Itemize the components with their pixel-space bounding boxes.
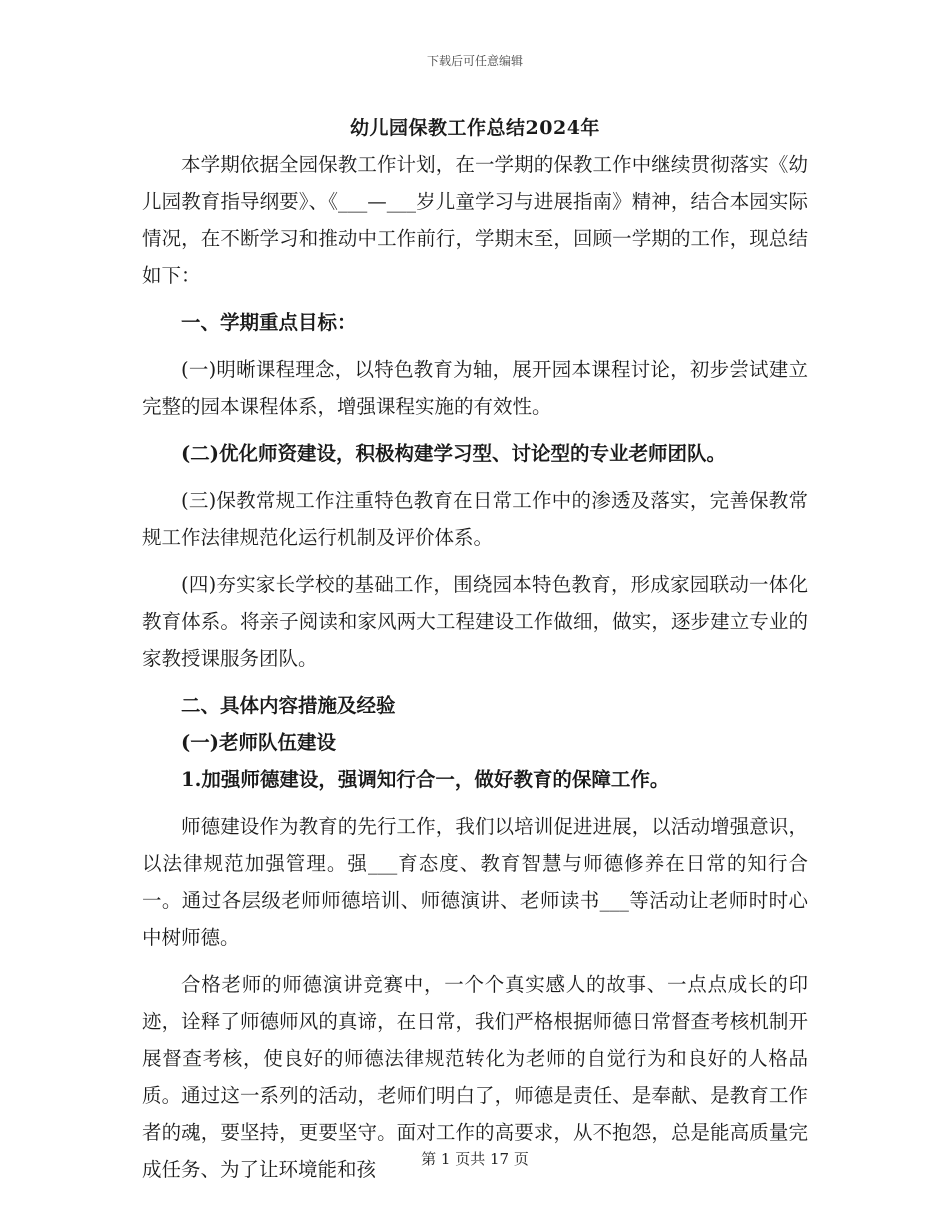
intro-paragraph: 本学期依据全园保教工作计划，在一学期的保教工作中继续贯彻落实《幼儿园教育指导纲要》、《___—___岁儿童学习与进展指南》精神，结合本园实际情况，在不断学习和推动中工作前行，学期末至，回顾一学期的工作，现总结如下：: [142, 153, 808, 287]
body-paragraph-2: 合格老师的师德演讲竞赛中，一个个真实感人的故事、一点点成长的印迹，诠释了师德师风的真谛，在日常，我们严格根据师德日常督查考核机制开展督查考核，使良好的师德法律规范转化为老师的自觉行为和良好的人格品质。通过这一系列的活动，老师们明白了，师德是责任、是奉献、是教育工作者的魂，要坚持，更要坚守。面对工作的高要求，从不抱怨，总是能高质量完成任务、为了让环境能和孩: [142, 973, 808, 1181]
section-heading-1: 一、学期重点目标：: [181, 311, 357, 334]
item-heading: 1.加强师德建设，强调知行合一，做好教育的保障工作。: [181, 768, 670, 791]
goal-paragraph-2: (二)优化师资建设，积极构建学习型、讨论型的专业老师团队。: [181, 442, 726, 465]
subsection-heading: (一)老师队伍建设: [181, 731, 336, 754]
page-header-note: 下载后可任意编辑: [426, 54, 523, 68]
goal-paragraph-3: (三)保教常规工作注重特色教育在日常工作中的渗透及落实，完善保教常规工作法律规范化运行机制及评价体系。: [142, 489, 808, 549]
page-footer: 第 1 页共 17 页: [421, 1150, 529, 1168]
document-title: 幼儿园保教工作总结2024年: [350, 117, 600, 139]
section-heading-2: 二、具体内容措施及经验: [181, 694, 396, 717]
goal-paragraph-4: (四)夯实家长学校的基础工作，围绕园本特色教育，形成家园联动一体化教育体系。将亲子阅读和家风两大工程建设工作做细，做实，逐步建立专业的家教授课服务团队。: [142, 573, 808, 670]
body-paragraph-1: 师德建设作为教育的先行工作，我们以培训促进进展，以活动增强意识，以法律规范加强管理。强___育态度、教育智慧与师德修养在日常的知行合一。通过各层级老师师德培训、师德演讲、老师读书___等活动让老师时时心中树师德。: [142, 815, 808, 949]
document-body: [142, 110, 808, 1188]
goal-paragraph-1: (一)明晰课程理念，以特色教育为轴，展开园本课程讨论，初步尝试建立完整的园本课程体系，增强课程实施的有效性。: [142, 358, 808, 418]
